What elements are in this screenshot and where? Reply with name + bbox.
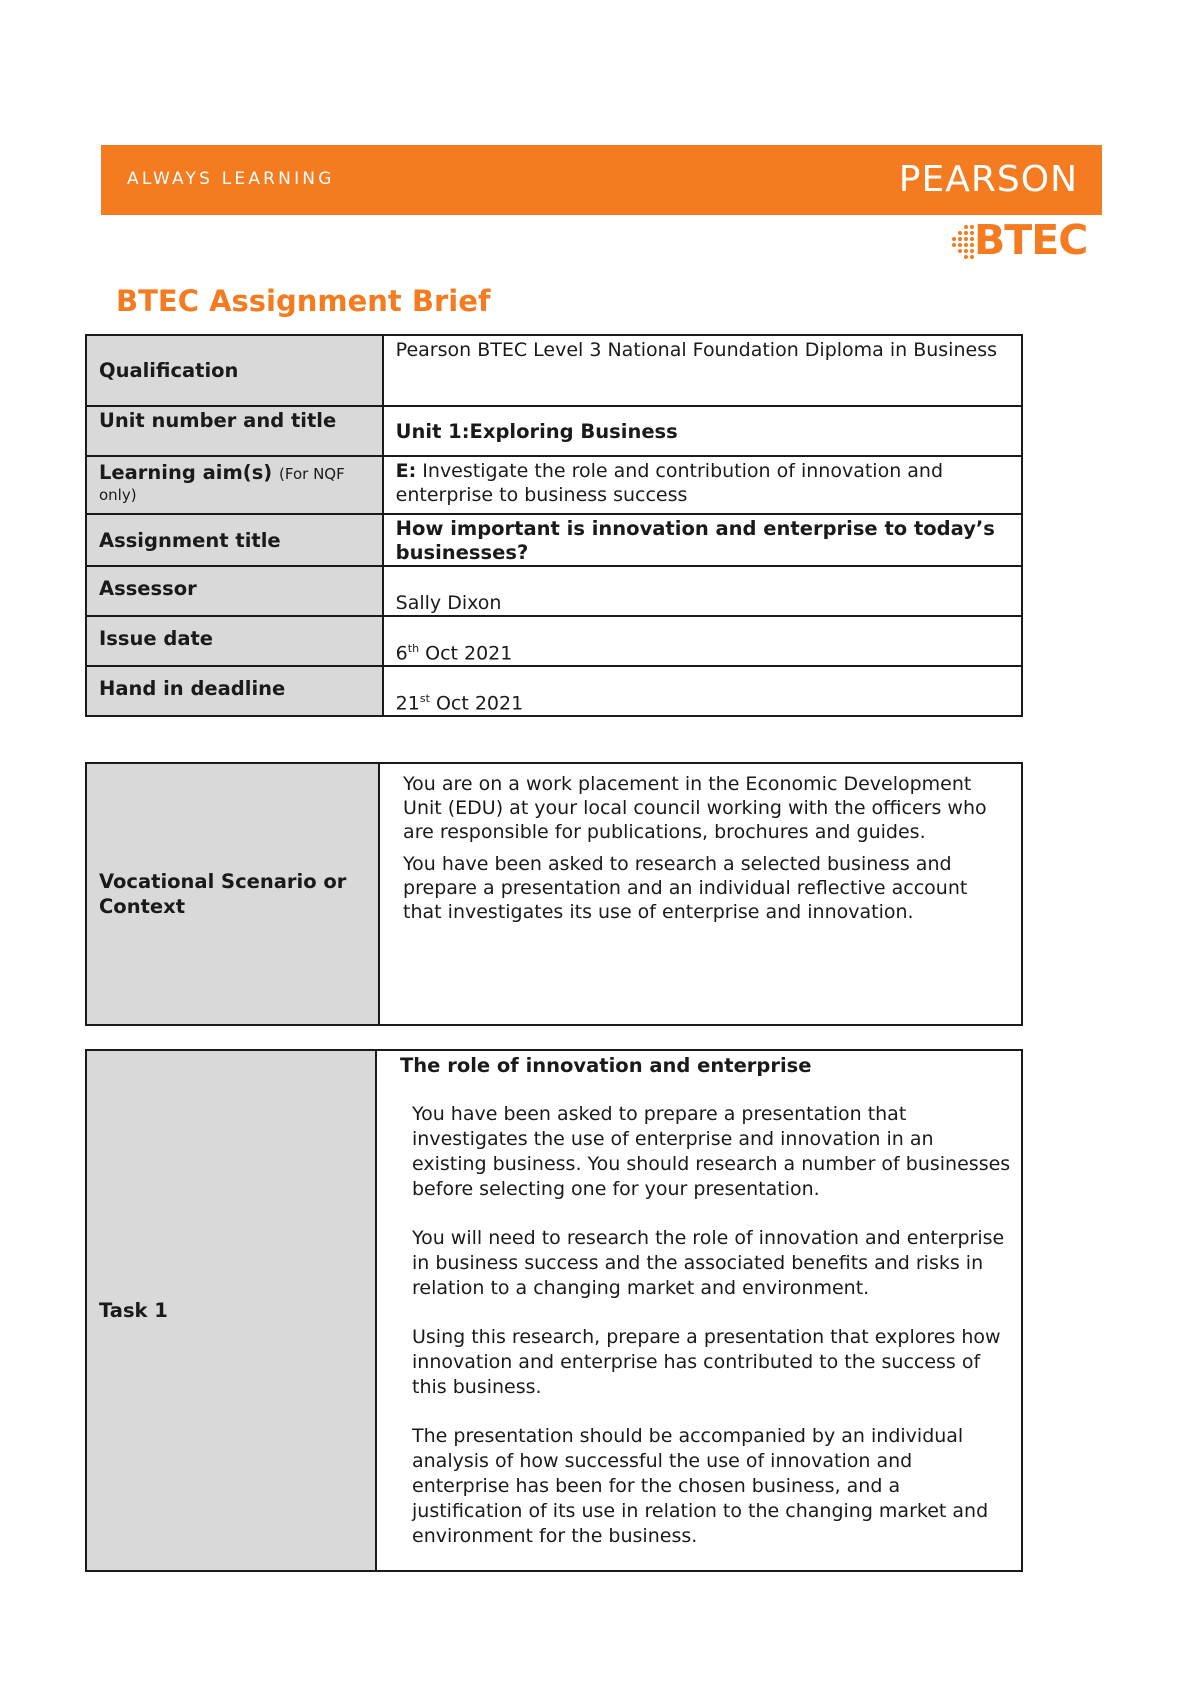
assignment-title-label — [86, 514, 383, 566]
learning-aim-code: E: — [395, 460, 417, 482]
banner-tagline: ALWAYS LEARNING — [127, 169, 335, 189]
assessor-row — [86, 566, 1022, 616]
qualification-label — [86, 335, 383, 406]
assignment-title-value — [383, 514, 1022, 566]
btec-wordmark: BTEC — [974, 216, 1088, 264]
assignment-title-label-text: Assignment title — [99, 528, 281, 552]
scenario-value — [379, 763, 1022, 1025]
pearson-logo: PEARSON — [898, 159, 1078, 200]
issue-date-label-text: Issue date — [99, 627, 214, 650]
issue-date-suffix: th — [407, 641, 420, 655]
details-table — [85, 334, 1023, 717]
issue-date-value — [383, 616, 1022, 666]
learning-aim-row — [86, 456, 1022, 514]
deadline-label — [86, 666, 383, 716]
deadline-row — [86, 666, 1022, 716]
issue-date-label — [86, 616, 383, 666]
deadline-value — [383, 666, 1022, 716]
assignment-title-row — [86, 514, 1022, 566]
task-body — [376, 1050, 1022, 1571]
task-paragraph-3: Using this research, prepare a presentation that explores how innovation and enterprise has contributed to the success of this business. — [412, 1326, 1001, 1398]
assessor-label — [86, 566, 383, 616]
issue-date-row — [86, 616, 1022, 666]
task-paragraph-2: You will need to research the role of innovation and enterprise in business success and the associated benefits and risks in relation to a changing market and environment. — [412, 1227, 1005, 1299]
scenario-paragraph-2: You have been asked to research a selected business and prepare a presentation and an individual reflective account that investigates its use of enterprise and innovation. — [403, 853, 968, 923]
scenario-paragraph-1: You are on a work placement in the Economic Development Unit (EDU) at your local council working with the officers who are responsible for publications, brochures and guides. — [403, 773, 987, 843]
unit-row — [86, 406, 1022, 456]
deadline-day: 21 — [395, 692, 420, 714]
unit-label-text: Unit number and title — [99, 409, 337, 432]
task-label-text: Task 1 — [99, 1299, 168, 1322]
task-table — [85, 1049, 1023, 1572]
btec-logo — [950, 216, 1100, 266]
assessor-value — [383, 566, 1022, 616]
unit-value — [383, 406, 1022, 456]
scenario-label — [86, 763, 379, 1025]
qualification-value-text: Pearson BTEC Level 3 National Foundation Diploma in Business — [395, 339, 997, 361]
learning-aim-value — [383, 456, 1022, 514]
qualification-value — [383, 335, 1022, 406]
unit-label — [86, 406, 383, 456]
learning-aim-note: (For NQF only) — [99, 465, 345, 504]
pearson-banner — [101, 145, 1102, 215]
learning-aim-label — [86, 456, 383, 514]
task-label — [86, 1050, 376, 1571]
issue-date-rest: Oct 2021 — [425, 642, 513, 664]
document-title: BTEC Assignment Brief — [116, 284, 491, 318]
learning-aim-value-text: Investigate the role and contribution of innovation and enterprise to business success — [395, 460, 944, 506]
assignment-title-value-text: How important is innovation and enterprise to today’s businesses? — [395, 517, 995, 564]
scenario-label-text: Vocational Scenario or Context — [99, 870, 347, 918]
scenario-row — [86, 763, 1022, 1025]
issue-date-day: 6 — [395, 642, 408, 664]
scenario-table — [85, 762, 1023, 1026]
unit-value-text: Unit 1:Exploring Business — [395, 419, 678, 443]
task-row — [86, 1050, 1022, 1571]
qualification-row — [86, 335, 1022, 406]
task-paragraph-4: The presentation should be accompanied by an individual analysis of how successful the use of innovation and enterprise has been for the chosen business, and a justification of its use in relation to the changing market and environment for the business. — [412, 1425, 989, 1547]
task-paragraph-1: You have been asked to prepare a presentation that investigates the use of enterprise and innovation in an existing business. You should research a number of businesses before selecting one for your presentation. — [412, 1103, 1011, 1200]
assessor-value-text: Sally Dixon — [395, 592, 502, 614]
deadline-rest: Oct 2021 — [435, 692, 524, 714]
task-heading: The role of innovation and enterprise — [400, 1054, 812, 1077]
assessor-label-text: Assessor — [99, 577, 197, 600]
qualification-label-text: Qualification — [99, 359, 239, 382]
deadline-label-text: Hand in deadline — [99, 677, 286, 700]
deadline-suffix: st — [419, 691, 430, 705]
learning-aim-label-text: Learning aim(s) — [99, 461, 273, 484]
btec-dots-icon — [950, 221, 976, 263]
